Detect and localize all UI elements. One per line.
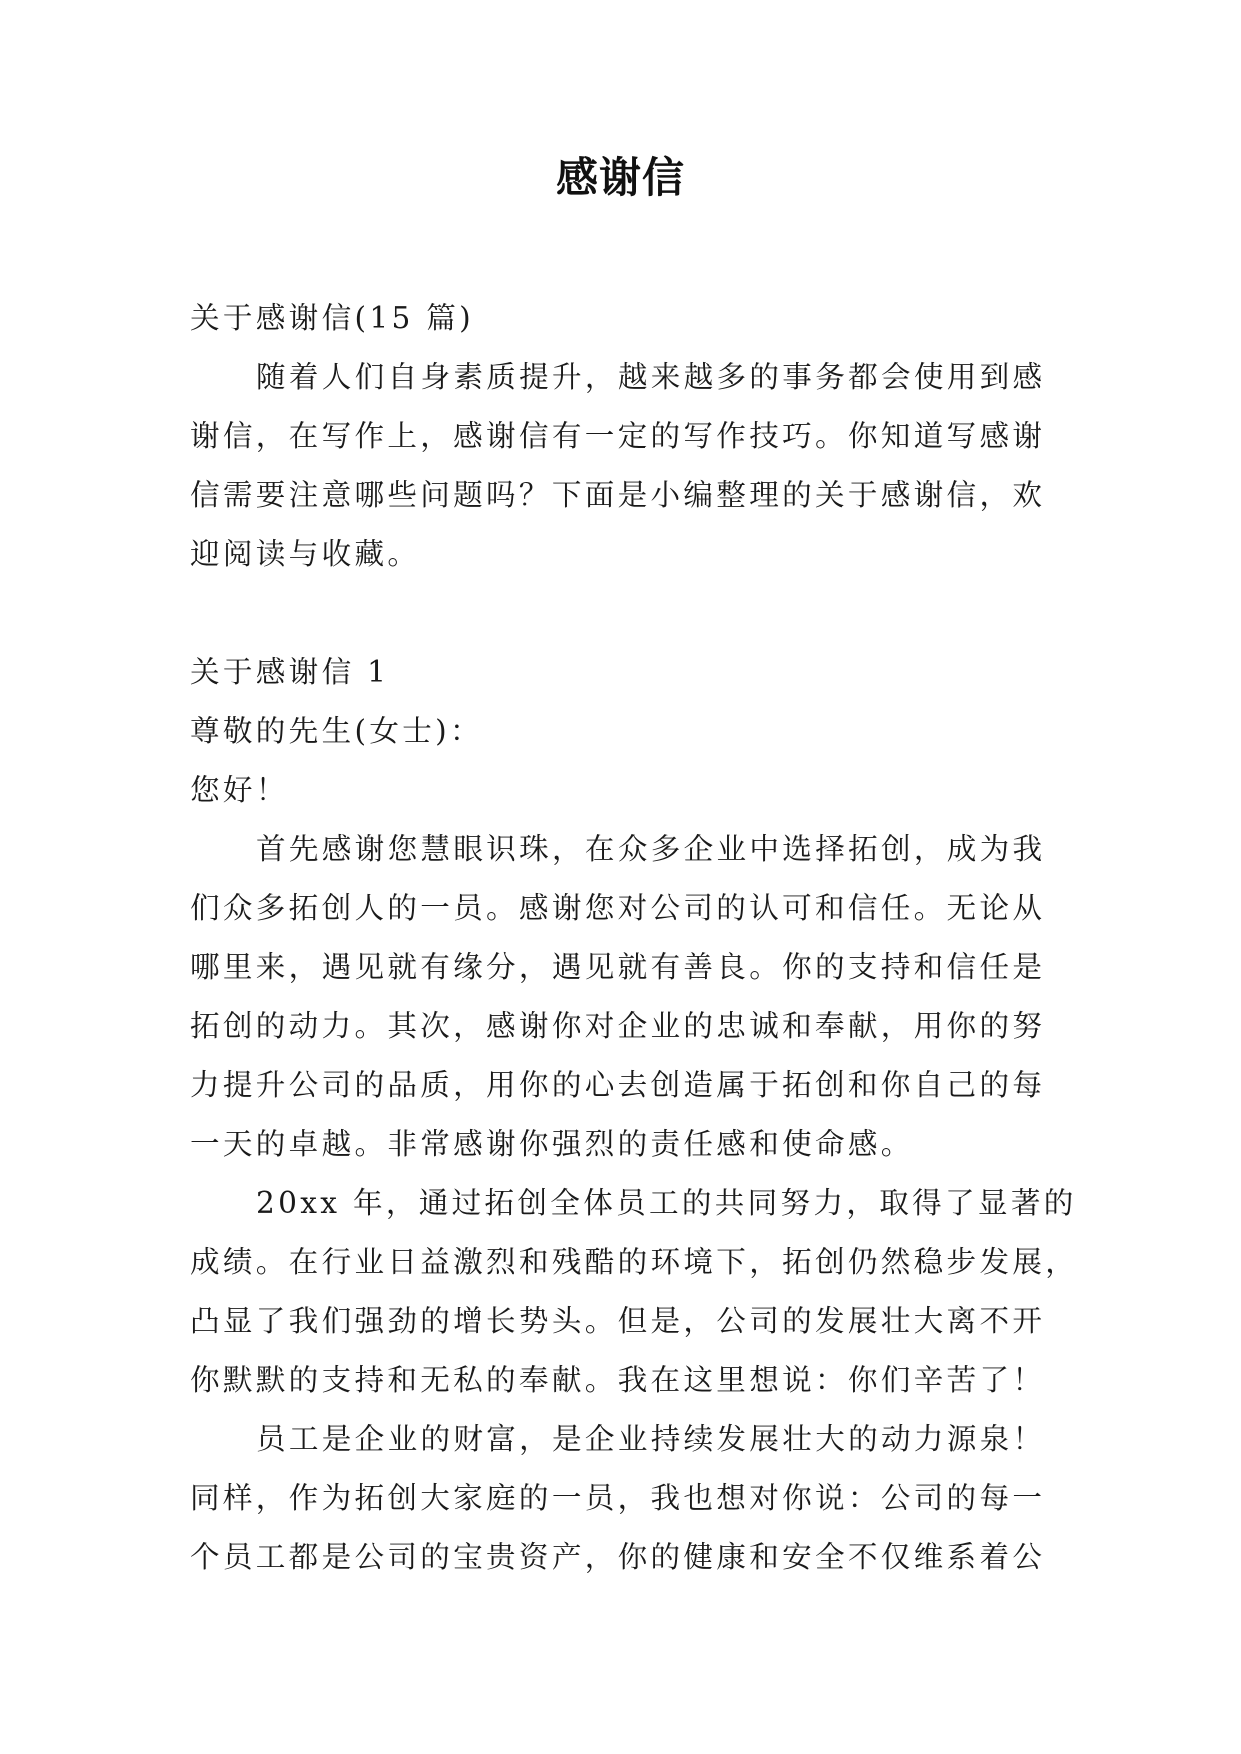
document-body [190, 289, 1079, 1587]
paragraph-line: 信需要注意哪些问题吗？下面是小编整理的关于感谢信，欢 [190, 478, 1046, 512]
paragraph-line: 个员工都是公司的宝贵资产，你的健康和安全不仅维系着公 [190, 1540, 1046, 1574]
paragraph-line: 20xx 年，通过拓创全体员工的共同努力，取得了显著的 [256, 1186, 1077, 1220]
document-title: 感谢信 [555, 153, 685, 202]
paragraph-line: 随着人们自身素质提升，越来越多的事务都会使用到感 [256, 360, 1046, 394]
greeting: 您好！ [190, 773, 289, 807]
paragraph-line: 拓创的动力。其次，感谢你对企业的忠诚和奉献，用你的努 [190, 1009, 1046, 1043]
letter-paragraph [190, 1410, 1052, 1587]
paragraph-line: 凸显了我们强劲的增长势头。但是，公司的发展壮大离不开 [190, 1304, 1046, 1338]
letter-paragraph [190, 820, 1052, 1174]
salutation: 尊敬的先生(女士)： [190, 714, 483, 748]
paragraph-line: 哪里来，遇见就有缘分，遇见就有善良。你的支持和信任是 [190, 950, 1046, 984]
paragraph-line: 力提升公司的品质，用你的心去创造属于拓创和你自己的每 [190, 1068, 1046, 1102]
document-subtitle: 关于感谢信(15 篇) [190, 301, 475, 335]
letter-paragraph [190, 1174, 1079, 1410]
paragraph-line: 谢信，在写作上，感谢信有一定的写作技巧。你知道写感谢 [190, 419, 1046, 453]
intro-paragraph [190, 348, 1052, 584]
paragraph-line: 员工是企业的财富，是企业持续发展壮大的动力源泉！ [256, 1422, 1046, 1456]
blank-line [190, 584, 1052, 643]
paragraph-line: 们众多拓创人的一员。感谢您对公司的认可和信任。无论从 [190, 891, 1046, 925]
paragraph-line: 同样，作为拓创大家庭的一员，我也想对你说：公司的每一 [190, 1481, 1046, 1515]
paragraph-line: 迎阅读与收藏。 [190, 537, 421, 571]
paragraph-line: 首先感谢您慧眼识珠，在众多企业中选择拓创，成为我 [256, 832, 1046, 866]
paragraph-line: 成绩。在行业日益激烈和残酷的环境下，拓创仍然稳步发展， [190, 1245, 1079, 1279]
paragraph-line: 一天的卓越。非常感谢你强烈的责任感和使命感。 [190, 1127, 914, 1161]
section-heading: 关于感谢信 1 [190, 655, 390, 689]
paragraph-line: 你默默的支持和无私的奉献。我在这里想说：你们辛苦了！ [190, 1363, 1046, 1397]
